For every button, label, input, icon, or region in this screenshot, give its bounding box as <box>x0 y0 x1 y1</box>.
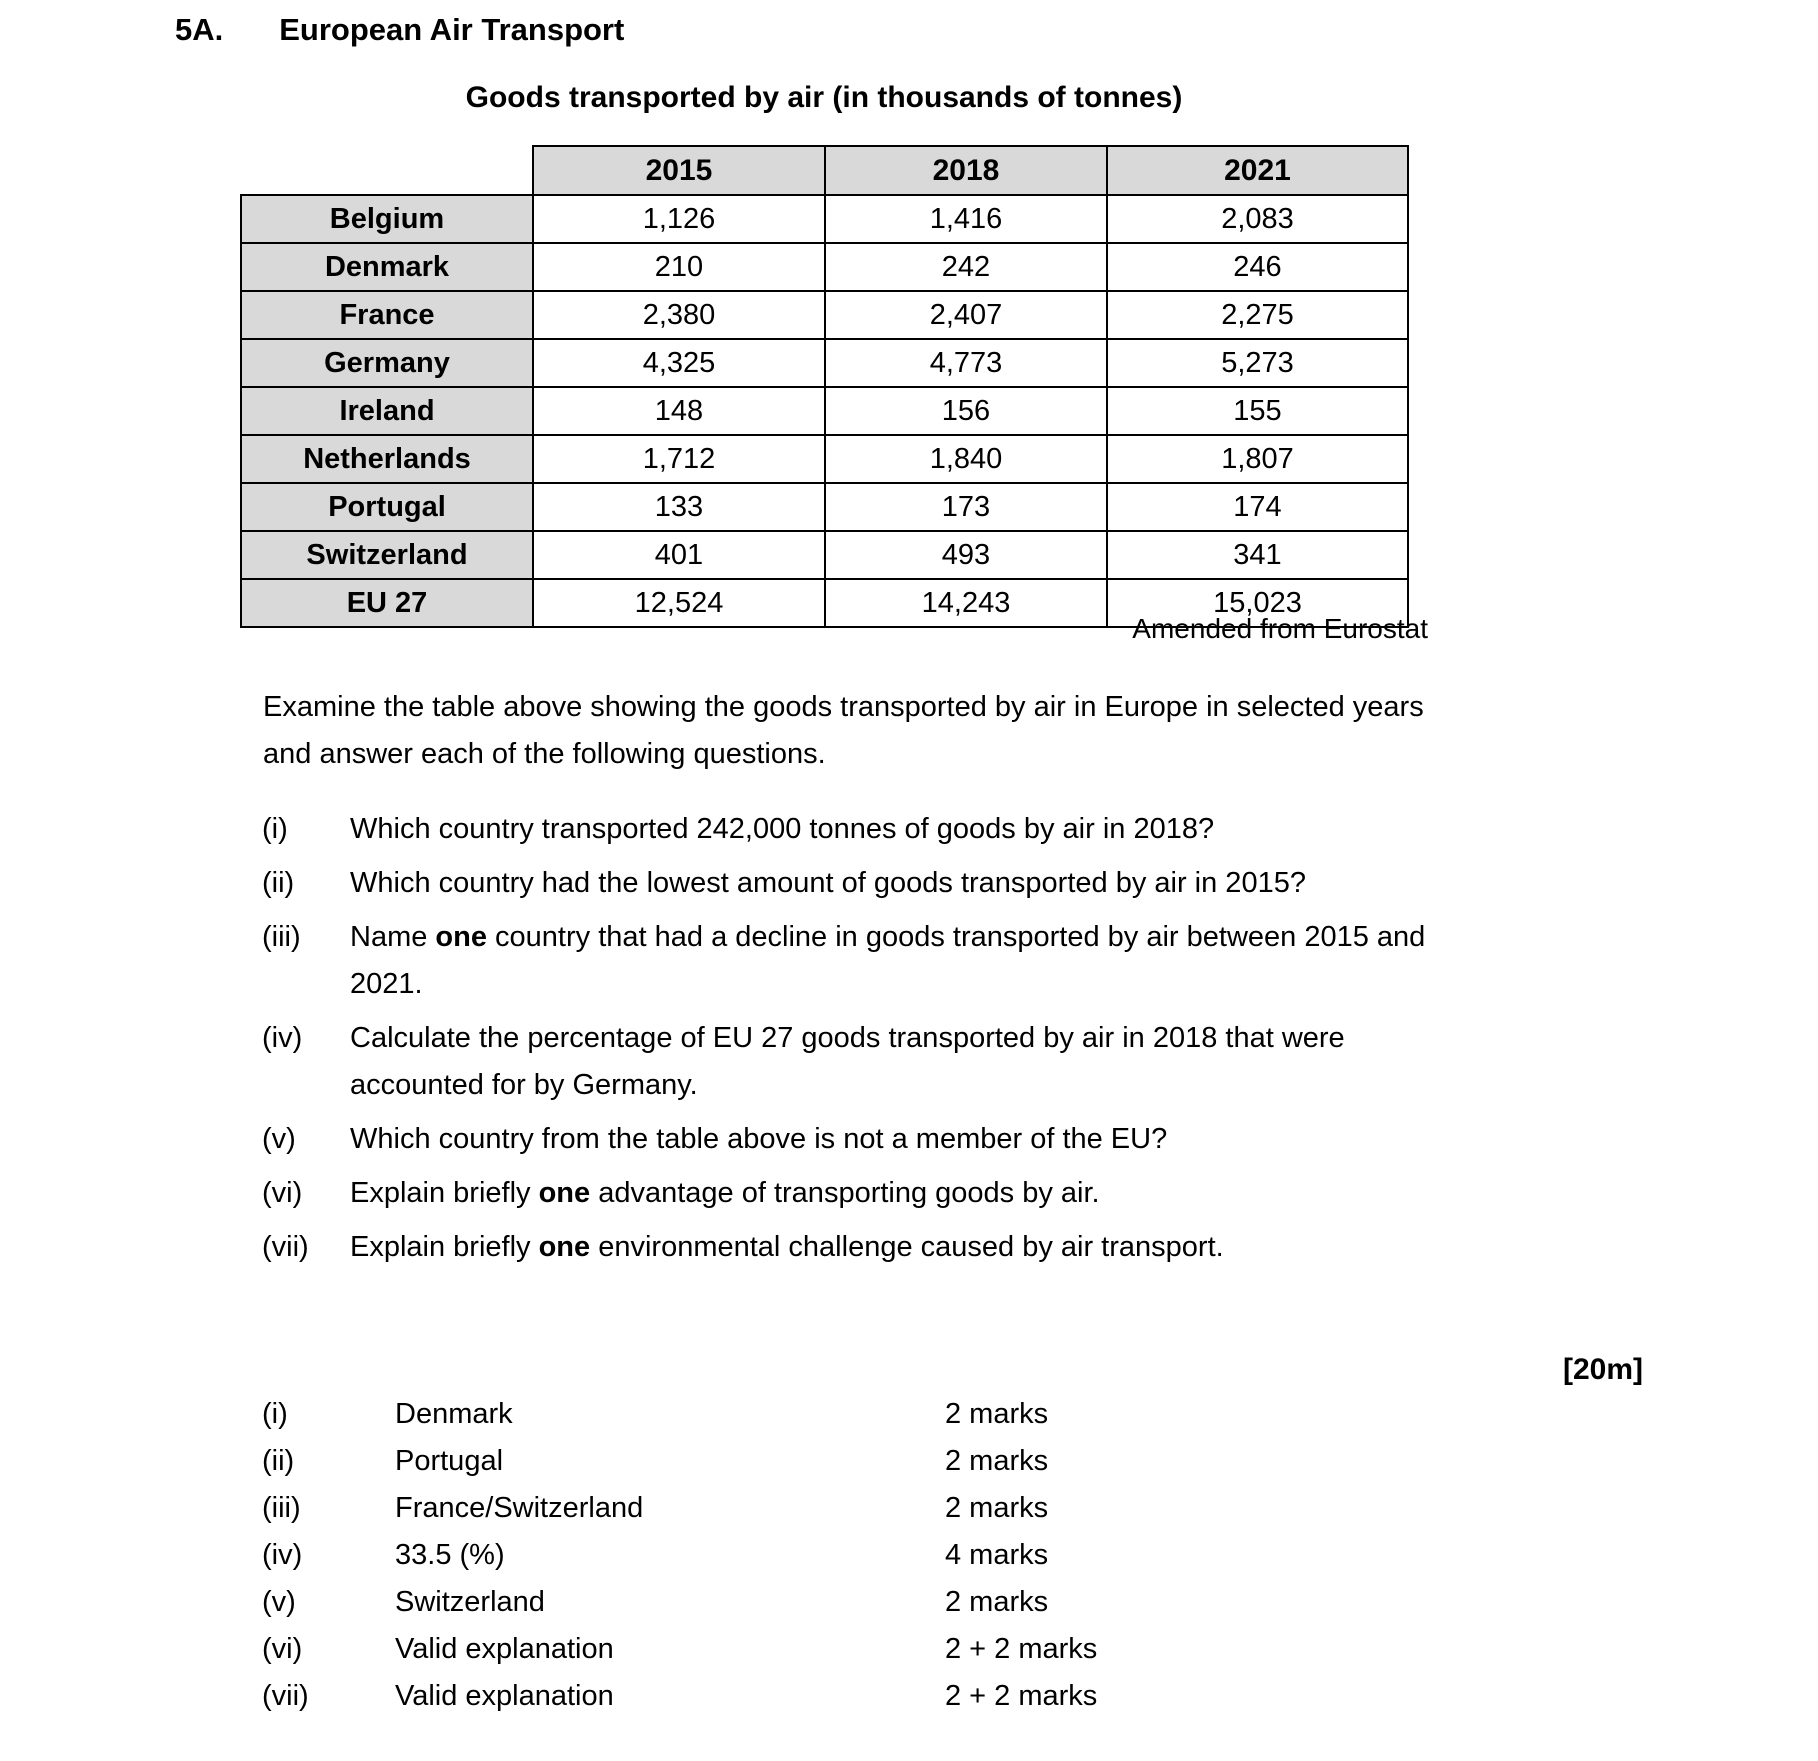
question-label: (v) <box>262 1123 296 1155</box>
answer-value: Portugal <box>395 1445 504 1477</box>
answer-row-i <box>262 1392 1097 1437</box>
value-cell: 2,380 <box>533 291 825 339</box>
question-item-iv <box>262 1015 1652 1109</box>
answer-label: (iii) <box>262 1492 301 1524</box>
value-cell: 14,243 <box>825 579 1107 627</box>
question-line: Which country from the table above is not a member of the EU? <box>350 1123 1168 1155</box>
question-label: (vi) <box>262 1177 303 1209</box>
bold-word: one <box>435 921 487 953</box>
value-cell: 401 <box>533 531 825 579</box>
value-cell: 173 <box>825 483 1107 531</box>
value-cell: 1,416 <box>825 195 1107 243</box>
question-item-i <box>262 806 1652 853</box>
question-item-iii <box>262 914 1652 1008</box>
instructions-paragraph <box>263 684 1643 778</box>
answer-label: (ii) <box>262 1445 295 1477</box>
country-cell: Belgium <box>241 195 533 243</box>
country-cell: Netherlands <box>241 435 533 483</box>
value-cell: 133 <box>533 483 825 531</box>
value-cell: 493 <box>825 531 1107 579</box>
answer-label: (v) <box>262 1586 296 1618</box>
question-line: Which country had the lowest amount of goods transported by air in 2015? <box>350 867 1306 899</box>
value-cell: 246 <box>1107 243 1408 291</box>
country-cell: Switzerland <box>241 531 533 579</box>
table-row-switzerland <box>241 531 1408 579</box>
question-text <box>350 1224 1652 1271</box>
table-row-france <box>241 291 1408 339</box>
source-note: Amended from Eurostat <box>1132 613 1428 644</box>
table-row-portugal <box>241 483 1408 531</box>
question-line: Calculate the percentage of EU 27 goods transported by air in 2018 that were <box>350 1022 1345 1054</box>
year-header-2018: 2018 <box>825 146 1107 195</box>
question-label: (iii) <box>262 921 301 953</box>
answer-marks: 4 marks <box>945 1539 1049 1571</box>
question-item-v <box>262 1116 1652 1163</box>
answer-value: France/Switzerland <box>395 1492 644 1524</box>
instructions-line-2: and answer each of the following questions. <box>263 738 826 770</box>
question-list <box>262 806 1652 1278</box>
country-cell: Ireland <box>241 387 533 435</box>
answer-value: Valid explanation <box>395 1633 614 1665</box>
question-label: (ii) <box>262 867 295 899</box>
answer-value: Switzerland <box>395 1586 545 1618</box>
value-cell: 148 <box>533 387 825 435</box>
answer-row-iv <box>262 1533 1097 1578</box>
question-text <box>350 806 1652 853</box>
value-cell: 210 <box>533 243 825 291</box>
value-cell: 242 <box>825 243 1107 291</box>
country-cell: Denmark <box>241 243 533 291</box>
value-cell: 2,275 <box>1107 291 1408 339</box>
question-text <box>350 1015 1652 1109</box>
table-row-denmark <box>241 243 1408 291</box>
question-line: Explain briefly one environmental challenge caused by air transport. <box>350 1231 1224 1263</box>
answer-marks: 2 + 2 marks <box>945 1633 1098 1665</box>
section-heading <box>175 12 624 48</box>
question-text <box>350 860 1652 907</box>
question-line: Which country transported 242,000 tonnes of goods by air in 2018? <box>350 813 1215 845</box>
table-row-belgium <box>241 195 1408 243</box>
value-cell: 5,273 <box>1107 339 1408 387</box>
country-cell: EU 27 <box>241 579 533 627</box>
value-cell: 156 <box>825 387 1107 435</box>
answer-label: (iv) <box>262 1539 303 1571</box>
answer-label: (i) <box>262 1398 288 1430</box>
value-cell: 2,407 <box>825 291 1107 339</box>
question-line-2: 2021. <box>350 968 423 1000</box>
year-header-2021: 2021 <box>1107 146 1408 195</box>
answer-value: Denmark <box>395 1398 513 1430</box>
answer-marks: 2 marks <box>945 1445 1049 1477</box>
question-line-2: accounted for by Germany. <box>350 1069 698 1101</box>
value-cell: 2,083 <box>1107 195 1408 243</box>
value-cell: 1,712 <box>533 435 825 483</box>
question-item-ii <box>262 860 1652 907</box>
answer-row-vi <box>262 1627 1097 1672</box>
total-marks-badge: [20m] <box>1562 1353 1643 1386</box>
table-row-netherlands <box>241 435 1408 483</box>
answer-marks: 2 marks <box>945 1492 1049 1524</box>
question-item-vii <box>262 1224 1652 1271</box>
value-cell: 155 <box>1107 387 1408 435</box>
value-cell: 1,807 <box>1107 435 1408 483</box>
value-cell: 15,023 <box>1107 579 1408 627</box>
question-text <box>350 914 1652 1008</box>
answer-row-vii <box>262 1674 1097 1719</box>
bold-word: one <box>538 1231 591 1263</box>
country-cell: Portugal <box>241 483 533 531</box>
bold-word: one <box>538 1177 591 1209</box>
question-label: (i) <box>262 813 288 845</box>
section-number: 5A. <box>175 12 224 47</box>
answer-row-v <box>262 1580 1097 1625</box>
table-title: Goods transported by air (in thousands of tonnes) <box>465 81 1183 114</box>
question-label: (iv) <box>262 1022 303 1054</box>
year-header-2015: 2015 <box>533 146 825 195</box>
answer-key <box>262 1392 1097 1721</box>
answer-marks: 2 marks <box>945 1586 1049 1618</box>
answer-marks: 2 + 2 marks <box>945 1680 1098 1712</box>
answer-marks: 2 marks <box>945 1398 1049 1430</box>
answer-label: (vi) <box>262 1633 303 1665</box>
value-cell: 12,524 <box>533 579 825 627</box>
answer-row-iii <box>262 1486 1097 1531</box>
question-line: Name one country that had a decline in goods transported by air between 2015 and <box>350 921 1426 953</box>
country-cell: France <box>241 291 533 339</box>
section-title: European Air Transport <box>279 12 625 47</box>
answer-row-ii <box>262 1439 1097 1484</box>
value-cell: 341 <box>1107 531 1408 579</box>
table-row-germany <box>241 339 1408 387</box>
question-text <box>350 1170 1652 1217</box>
question-label: (vii) <box>262 1231 309 1263</box>
question-line: Explain briefly one advantage of transporting goods by air. <box>350 1177 1100 1209</box>
table-row-ireland <box>241 387 1408 435</box>
value-cell: 1,126 <box>533 195 825 243</box>
value-cell: 174 <box>1107 483 1408 531</box>
instructions-line-1: Examine the table above showing the goods transported by air in Europe in selected years <box>263 691 1424 723</box>
goods-transport-table <box>240 145 1409 628</box>
question-text <box>350 1116 1652 1163</box>
country-cell: Germany <box>241 339 533 387</box>
answer-label: (vii) <box>262 1680 309 1712</box>
value-cell: 4,773 <box>825 339 1107 387</box>
value-cell: 4,325 <box>533 339 825 387</box>
answer-value: Valid explanation <box>395 1680 614 1712</box>
value-cell: 1,840 <box>825 435 1107 483</box>
blank-corner-cell <box>241 146 533 195</box>
table-header-row <box>241 146 1408 195</box>
answer-value: 33.5 (%) <box>395 1539 505 1571</box>
question-item-vi <box>262 1170 1652 1217</box>
